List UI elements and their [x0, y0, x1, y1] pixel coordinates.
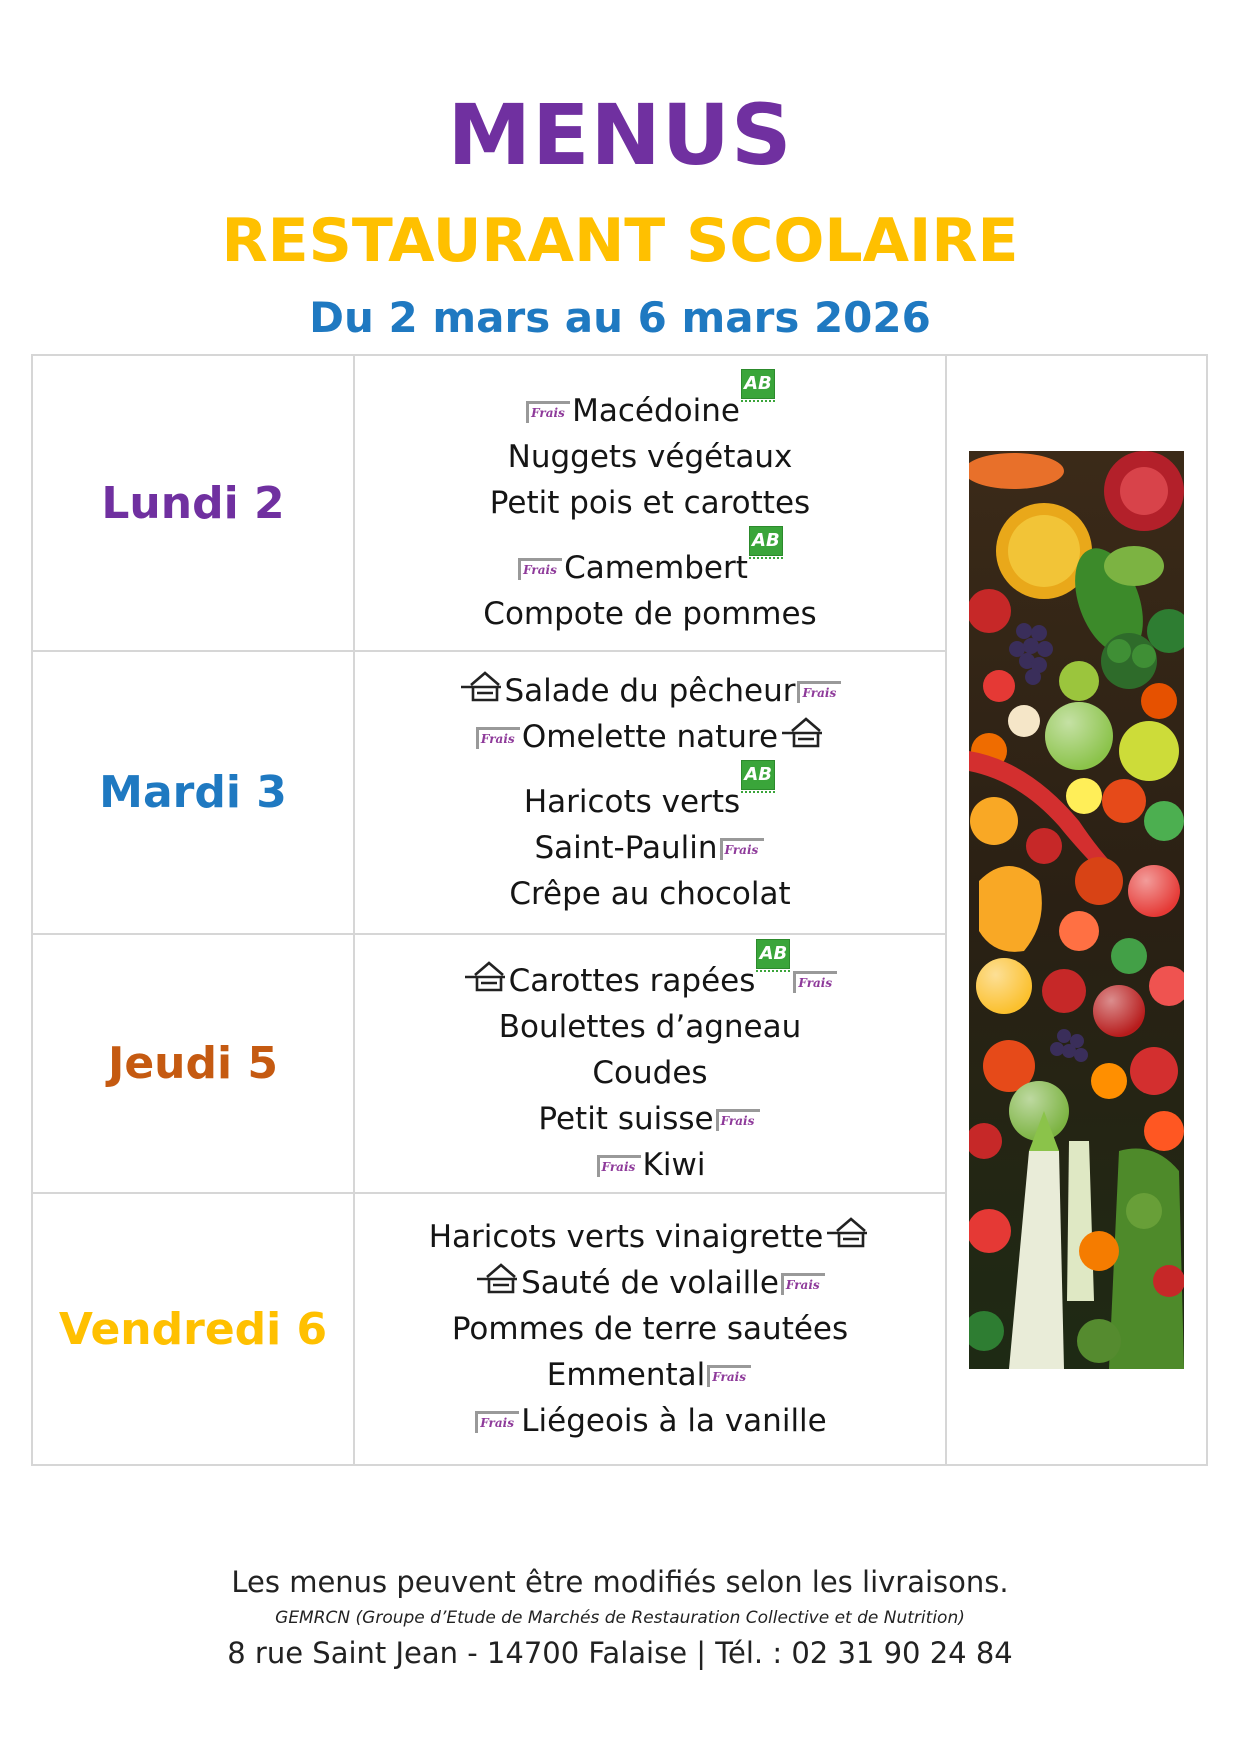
- dish-item: [355, 825, 945, 871]
- day-row-lundi: [32, 355, 1207, 651]
- dish-item: [355, 871, 945, 917]
- dish-name: Liégeois à la vanille: [521, 1403, 827, 1439]
- dish-list: [354, 934, 946, 1193]
- fresh-product-icon: Frais: [707, 1365, 751, 1387]
- dish-list: [354, 1193, 946, 1465]
- footer-gemrcn: GEMRCN (Groupe d’Etude de Marchés de Restauration Collective et de Nutrition): [275, 1608, 965, 1628]
- dish-item: [355, 1352, 945, 1398]
- fresh-product-icon: Frais: [475, 1411, 519, 1433]
- page-subtitle: RESTAURANT SCOLAIRE: [221, 206, 1019, 276]
- dish-item: [355, 760, 945, 825]
- dish-item: [355, 591, 945, 637]
- organic-ab-icon: AB: [749, 526, 783, 564]
- dish-name: Macédoine: [572, 393, 740, 429]
- dish-list: [354, 355, 946, 651]
- fresh-product-icon: Frais: [716, 1109, 760, 1131]
- dish-name: Camembert: [564, 550, 748, 586]
- homemade-icon: [780, 715, 824, 749]
- dish-item: [355, 1096, 945, 1142]
- organic-ab-icon: AB: [741, 760, 775, 798]
- organic-ab-icon: AB: [756, 939, 790, 977]
- dish-name: Omelette nature: [521, 719, 779, 755]
- fresh-product-icon: Frais: [720, 838, 764, 860]
- fresh-product-icon: Frais: [793, 971, 837, 993]
- dish-name: Carottes rapées: [508, 963, 756, 999]
- page-title: MENUS: [447, 86, 793, 184]
- footer-address: 8 rue Saint Jean - 14700 Falaise | Tél. : 02 31 90 24 84: [227, 1636, 1013, 1670]
- organic-ab-icon: AB: [741, 369, 775, 407]
- dish-name: Compote de pommes: [483, 596, 817, 632]
- dish-item: [355, 526, 945, 591]
- fresh-product-icon: Frais: [781, 1273, 825, 1295]
- dish-name: Boulettes d’agneau: [498, 1009, 802, 1045]
- day-label: Mardi 3: [32, 651, 354, 934]
- dish-item: [355, 1398, 945, 1444]
- dish-name: Haricots verts: [523, 784, 741, 820]
- dish-item: [355, 1004, 945, 1050]
- dish-item: [355, 714, 945, 760]
- dish-name: Pommes de terre sautées: [451, 1311, 849, 1347]
- vegetables-image: [969, 451, 1184, 1369]
- dish-name: Kiwi: [642, 1147, 706, 1183]
- day-label: Jeudi 5: [32, 934, 354, 1193]
- image-cell: [946, 355, 1207, 1465]
- fresh-product-icon: Frais: [597, 1155, 641, 1177]
- dish-item: [355, 480, 945, 526]
- dish-name: Salade du pêcheur: [504, 673, 796, 709]
- homemade-icon: [463, 959, 507, 993]
- dish-list: [354, 651, 946, 934]
- dish-name: Sauté de volaille: [521, 1265, 779, 1301]
- date-range: Du 2 mars au 6 mars 2026: [309, 293, 931, 342]
- fresh-product-icon: Frais: [526, 401, 570, 423]
- fresh-product-icon: Frais: [518, 558, 562, 580]
- fresh-product-icon: Frais: [476, 727, 520, 749]
- dish-name: Saint-Paulin: [534, 830, 718, 866]
- menu-table: [31, 354, 1208, 1466]
- dish-name: Nuggets végétaux: [507, 439, 793, 475]
- dish-item: [355, 1260, 945, 1306]
- homemade-icon: [459, 669, 503, 703]
- dish-name: Petit pois et carottes: [489, 485, 811, 521]
- homemade-icon: [825, 1215, 869, 1249]
- footer-note: Les menus peuvent être modifiés selon les livraisons.: [231, 1565, 1009, 1599]
- dish-name: Emmental: [546, 1357, 706, 1393]
- day-label: Lundi 2: [32, 355, 354, 651]
- dish-item: [355, 1050, 945, 1096]
- dish-name: Haricots verts vinaigrette: [428, 1219, 824, 1255]
- dish-item: [355, 1306, 945, 1352]
- homemade-icon: [475, 1261, 519, 1295]
- dish-item: [355, 939, 945, 1004]
- dish-item: [355, 434, 945, 480]
- dish-item: [355, 1214, 945, 1260]
- dish-name: Crêpe au chocolat: [509, 876, 791, 912]
- dish-item: [355, 668, 945, 714]
- fresh-product-icon: Frais: [797, 681, 841, 703]
- day-label: Vendredi 6: [32, 1193, 354, 1465]
- dish-item: [355, 369, 945, 434]
- dish-item: [355, 1142, 945, 1188]
- dish-name: Coudes: [592, 1055, 708, 1091]
- dish-name: Petit suisse: [538, 1101, 714, 1137]
